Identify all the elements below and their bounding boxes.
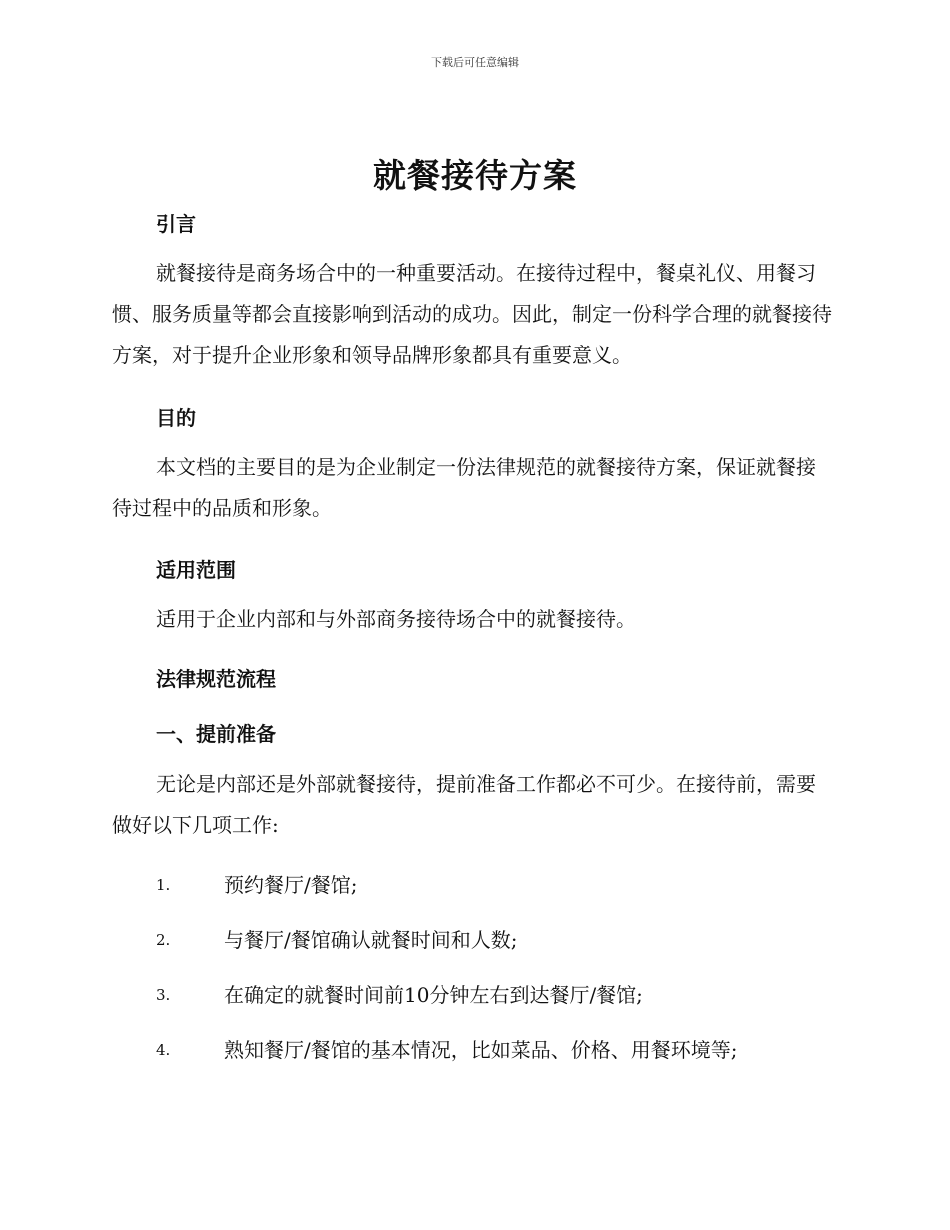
list-item-text: 预约餐厅/餐馆; bbox=[224, 873, 358, 897]
preparation-paragraph: 无论是内部还是外部就餐接待，提前准备工作都必不可少。在接待前，需要做好以下几项工作: bbox=[112, 772, 816, 837]
list-item bbox=[156, 869, 357, 898]
list-item-number: 4. bbox=[156, 1041, 171, 1059]
page-header-note: 下载后可任意编辑 bbox=[431, 56, 519, 69]
list-item-text: 与餐厅/餐馆确认就餐时间和人数; bbox=[224, 928, 518, 952]
section-heading-scope: 适用范围 bbox=[156, 558, 236, 582]
document-title: 就餐接待方案 bbox=[373, 156, 577, 195]
list-item bbox=[156, 1034, 737, 1063]
list-item bbox=[156, 979, 643, 1008]
list-item-text: 熟知餐厅/餐馆的基本情况，比如菜品、价格、用餐环境等; bbox=[224, 1038, 738, 1062]
list-item-number: 1. bbox=[156, 876, 171, 894]
section-heading-purpose: 目的 bbox=[156, 406, 196, 430]
section-heading-preparation: 一、提前准备 bbox=[156, 722, 276, 746]
list-item-number: 3. bbox=[156, 986, 171, 1004]
section-heading-intro: 引言 bbox=[156, 212, 196, 236]
list-item bbox=[156, 924, 517, 953]
purpose-paragraph: 本文档的主要目的是为企业制定一份法律规范的就餐接待方案，保证就餐接待过程中的品质和形象。 bbox=[112, 455, 816, 520]
list-item-number: 2. bbox=[156, 931, 171, 949]
section-heading-process: 法律规范流程 bbox=[156, 667, 276, 691]
list-item-text: 在确定的就餐时间前10分钟左右到达餐厅/餐馆; bbox=[224, 983, 643, 1007]
intro-paragraph: 就餐接待是商务场合中的一种重要活动。在接待过程中，餐桌礼仪、用餐习惯、服务质量等都会直接影响到活动的成功。因此，制定一份科学合理的就餐接待方案，对于提升企业形象和领导品牌形象都具有重要意义。 bbox=[112, 261, 832, 367]
scope-paragraph: 适用于企业内部和与外部商务接待场合中的就餐接待。 bbox=[156, 607, 636, 631]
